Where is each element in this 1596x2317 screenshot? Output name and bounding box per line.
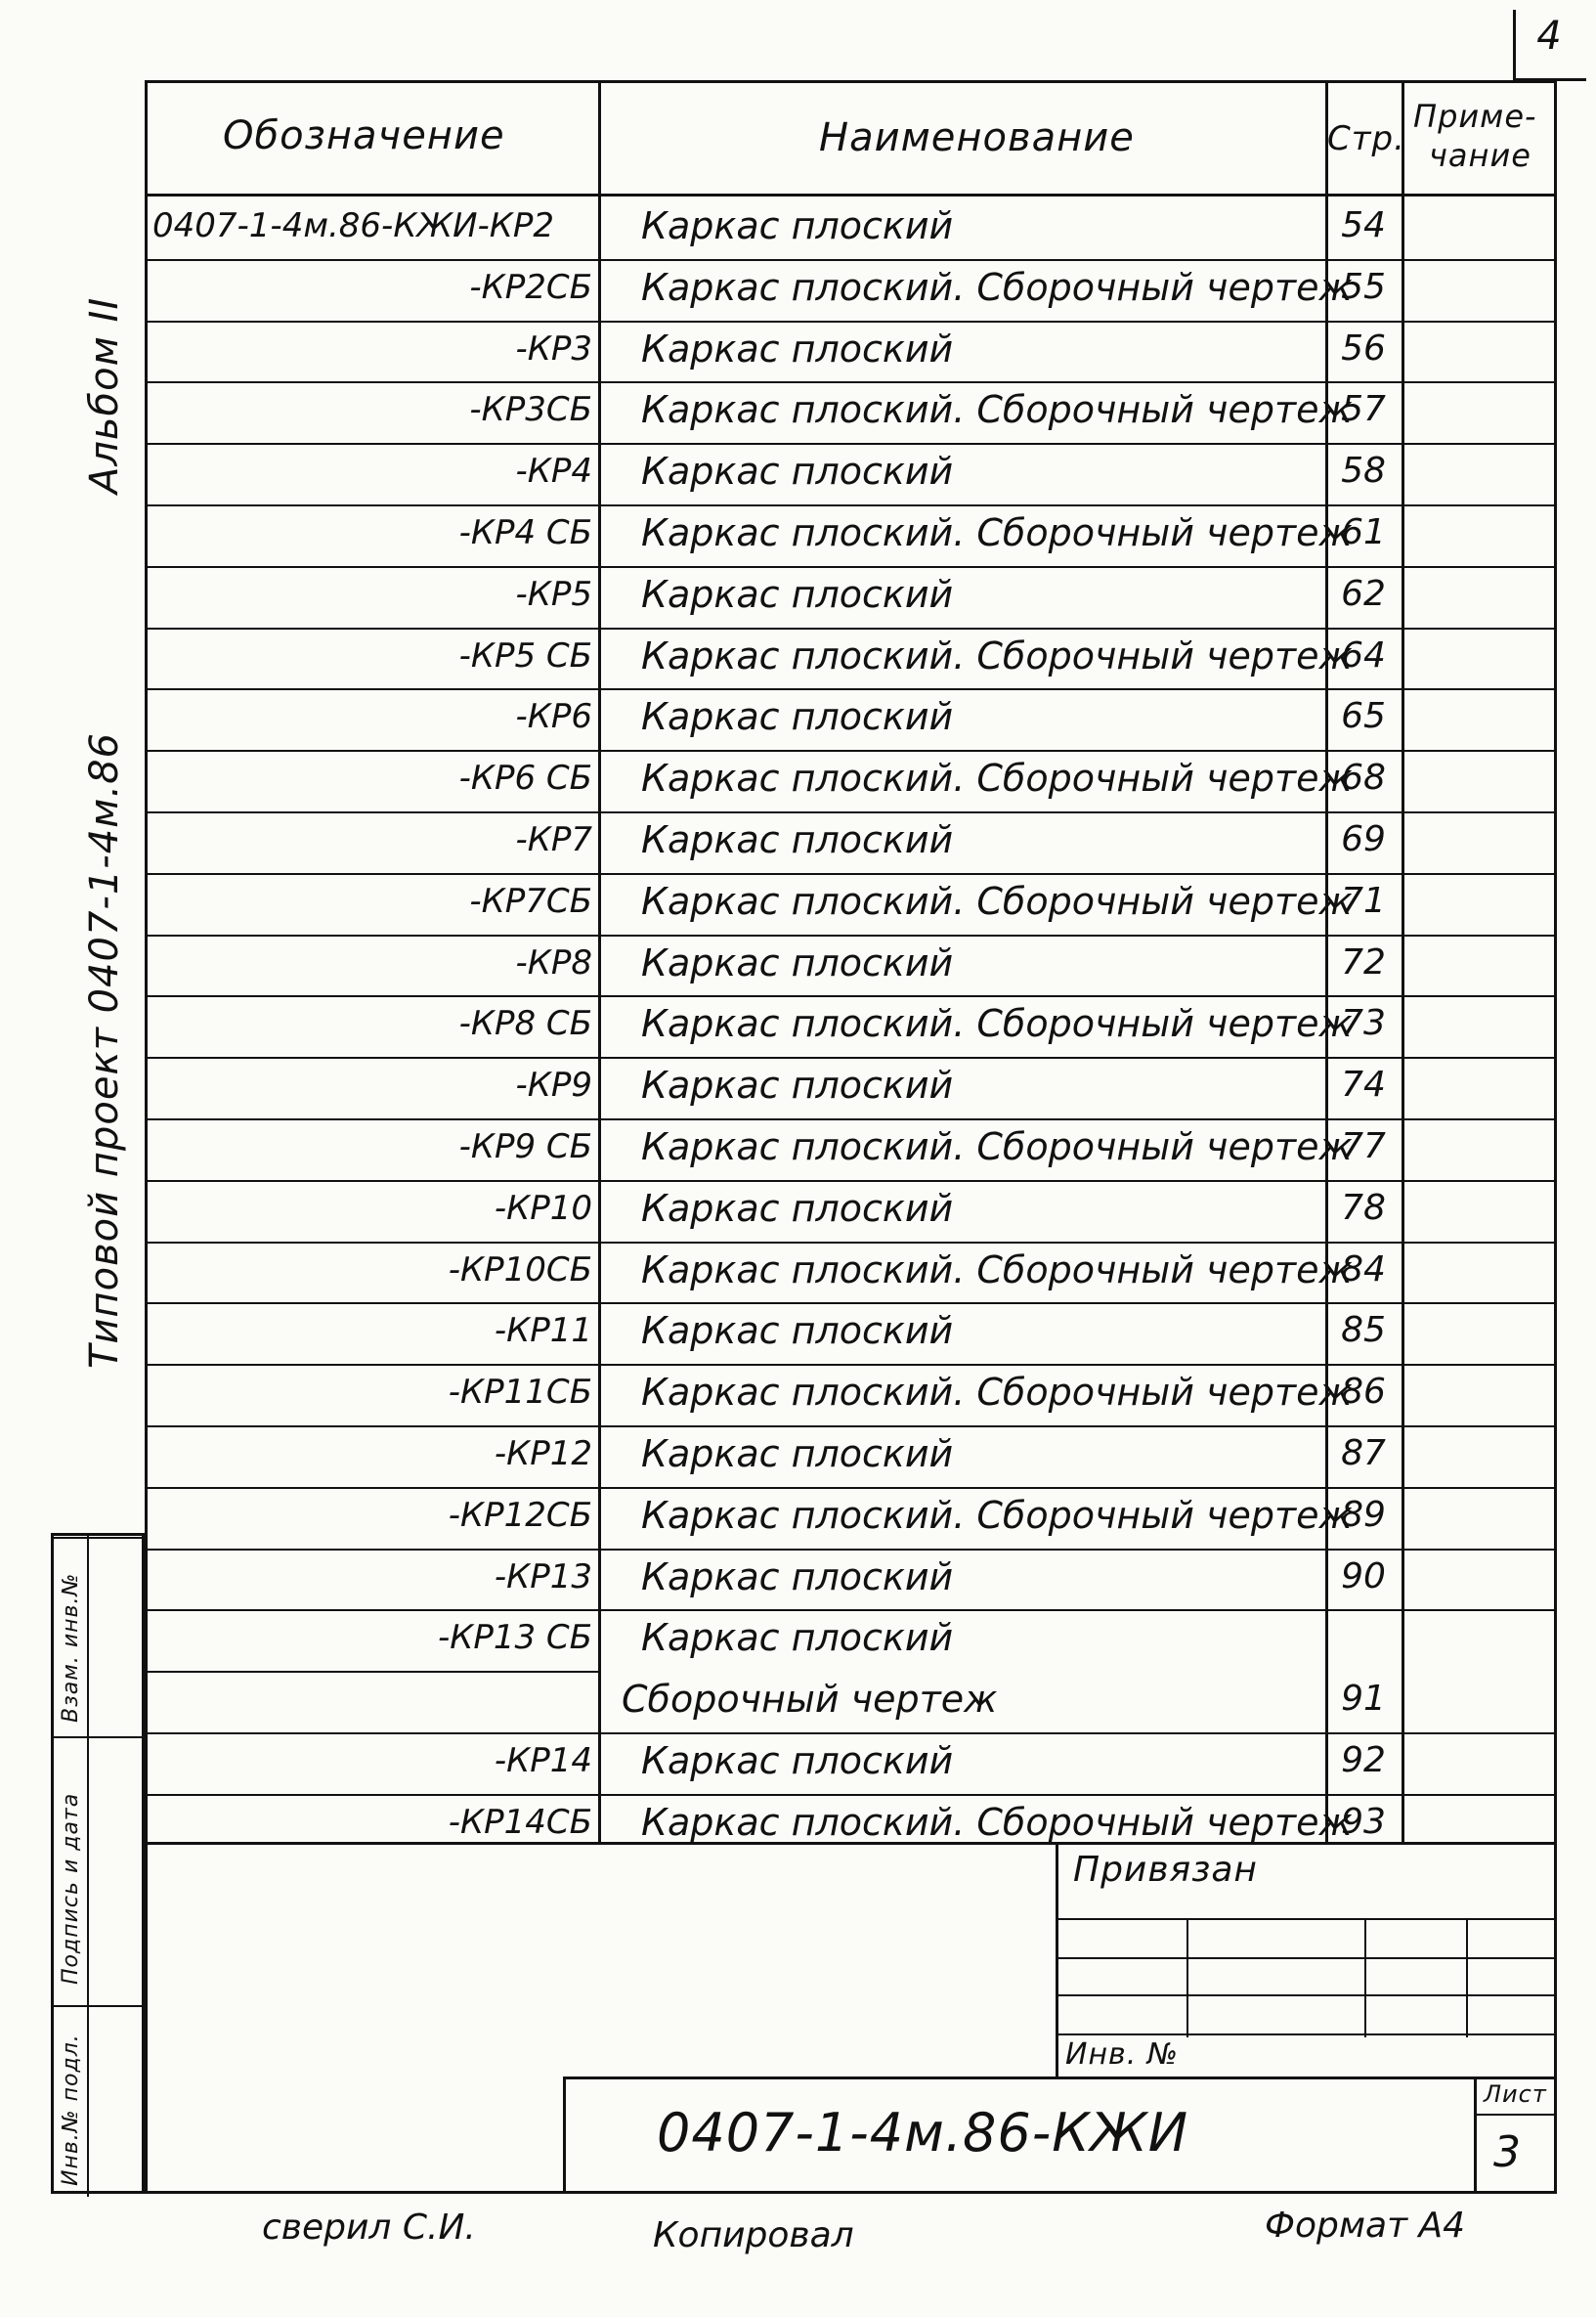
row-page: 72 (1341, 941, 1386, 983)
row-name: Каркас плоский. Сборочный чертеж (641, 265, 1353, 309)
row-page: 73 (1341, 1003, 1386, 1044)
sheet-label: Лист (1484, 2080, 1547, 2108)
row-page: 69 (1341, 819, 1386, 859)
row-code: -КР7 (515, 820, 592, 859)
row-name: Каркас плоский (641, 695, 954, 739)
row-page: 64 (1341, 634, 1386, 676)
row-code: 0407-1-4м.86-КЖИ-КР2 (152, 206, 555, 245)
row-name: Каркас плоский (641, 940, 954, 984)
header-note-2: чание (1429, 137, 1531, 174)
row-page: 74 (1341, 1065, 1386, 1106)
row-name: Каркас плоский. Сборочный чертеж (641, 1125, 1353, 1168)
row-name: Каркас плоский (641, 327, 954, 371)
row-code: -КР4 (515, 452, 592, 492)
row-code: -КР6 (515, 697, 592, 737)
row-name: Каркас плоский. Сборочный чертеж (641, 388, 1353, 432)
row-code: -КР8 СБ (458, 1004, 592, 1044)
row-name: Каркас плоский (641, 204, 954, 247)
footer-checked: сверил С.И. (262, 2208, 476, 2248)
row-code: -КР3СБ (469, 390, 592, 430)
row-code: -КР10 (494, 1188, 592, 1228)
stamp-replace-inv: Взам. инв.№ (59, 1572, 83, 1723)
row-code: -КР2СБ (469, 267, 592, 307)
row-code: -КР7СБ (469, 881, 592, 921)
row-name: Сборочный чертеж (622, 1678, 998, 1722)
row-name: Каркас плоский (641, 1064, 954, 1108)
row-name: Каркас плоский (641, 1309, 954, 1353)
row-page: 58 (1341, 451, 1386, 492)
row-page: 57 (1341, 389, 1386, 430)
row-name: Каркас плоский (641, 572, 954, 616)
row-page: 68 (1341, 758, 1386, 799)
row-code: -КР3 (515, 328, 592, 369)
row-code: -КР5 СБ (458, 635, 592, 676)
footer-format: Формат А4 (1265, 2206, 1466, 2246)
row-page: 91 (1341, 1679, 1386, 1720)
row-code: -КР14 (494, 1741, 592, 1780)
row-code: -КР11СБ (448, 1373, 592, 1413)
row-page: 55 (1341, 266, 1386, 307)
album-label: Альбом II (82, 296, 127, 494)
stamp-bound: Привязан (1073, 1850, 1258, 1890)
row-page: 86 (1341, 1372, 1386, 1413)
row-name: Каркас плоский. Сборочный чертеж (641, 1800, 1353, 1844)
row-code: -КР13 СБ (437, 1618, 592, 1658)
header-note-1: Приме- (1413, 98, 1537, 135)
row-name: Каркас плоский. Сборочный чертеж (641, 757, 1353, 801)
stamp-inv-original: Инв.№ подл. (59, 2033, 83, 2186)
row-name: Каркас плоский. Сборочный чертеж (641, 879, 1353, 923)
row-page: 93 (1341, 1801, 1386, 1842)
row-page: 90 (1341, 1555, 1386, 1596)
row-page: 62 (1341, 573, 1386, 614)
header-page: Стр. (1327, 119, 1405, 158)
row-page: 77 (1341, 1126, 1386, 1166)
row-code: -КР14СБ (448, 1802, 592, 1842)
header-designation: Обозначение (223, 113, 505, 158)
row-code: -КР4 СБ (458, 513, 592, 552)
corner-sheet-number: 4 (1536, 14, 1562, 59)
row-code: -КР13 (494, 1556, 592, 1596)
row-name: Каркас плоский. Сборочный чертеж (641, 634, 1353, 678)
row-page: 78 (1341, 1187, 1386, 1228)
stamp-inv-no: Инв. № (1065, 2037, 1180, 2072)
row-code: -КР9 СБ (458, 1127, 592, 1166)
row-code: -КР8 (515, 942, 592, 983)
row-page: 85 (1341, 1310, 1386, 1351)
row-name: Каркас плоский. Сборочный чертеж (641, 1002, 1353, 1046)
row-code: -КР6 СБ (458, 759, 592, 799)
row-page: 61 (1341, 512, 1386, 552)
row-page: 87 (1341, 1433, 1386, 1473)
row-name: Каркас плоский (641, 1739, 954, 1782)
row-code: -КР12СБ (448, 1495, 592, 1535)
stamp-signature-date: Подпись и дата (59, 1792, 83, 1985)
row-page: 65 (1341, 696, 1386, 737)
row-name: Каркас плоский (641, 818, 954, 861)
row-code: -КР10СБ (448, 1249, 592, 1290)
footer-copied: Копировал (653, 2215, 854, 2255)
document-code: 0407-1-4м.86-КЖИ (657, 2102, 1189, 2164)
project-label: Типовой проект 0407-1-4м.86 (82, 732, 127, 1369)
row-page: 92 (1341, 1740, 1386, 1780)
row-code: -КР11 (494, 1311, 592, 1351)
row-code: -КР5 (515, 574, 592, 614)
row-name: Каркас плоский. Сборочный чертеж (641, 511, 1353, 554)
row-name: Каркас плоский (641, 450, 954, 494)
row-page: 84 (1341, 1248, 1386, 1290)
row-name: Каркас плоский (641, 1186, 954, 1230)
row-name: Каркас плоский (641, 1554, 954, 1598)
row-page: 71 (1341, 880, 1386, 921)
sheet-number: 3 (1493, 2127, 1522, 2177)
row-page: 89 (1341, 1494, 1386, 1535)
row-name: Каркас плоский. Сборочный чертеж (641, 1247, 1353, 1291)
row-name: Каркас плоский (641, 1432, 954, 1475)
row-page: 54 (1341, 205, 1386, 245)
row-name: Каркас плоский (641, 1616, 954, 1660)
row-name: Каркас плоский. Сборочный чертеж (641, 1371, 1353, 1415)
row-code: -КР12 (494, 1434, 592, 1473)
row-code: -КР9 (515, 1066, 592, 1106)
row-name: Каркас плоский. Сборочный чертеж (641, 1493, 1353, 1537)
row-page: 56 (1341, 328, 1386, 369)
header-name: Наименование (819, 115, 1135, 160)
